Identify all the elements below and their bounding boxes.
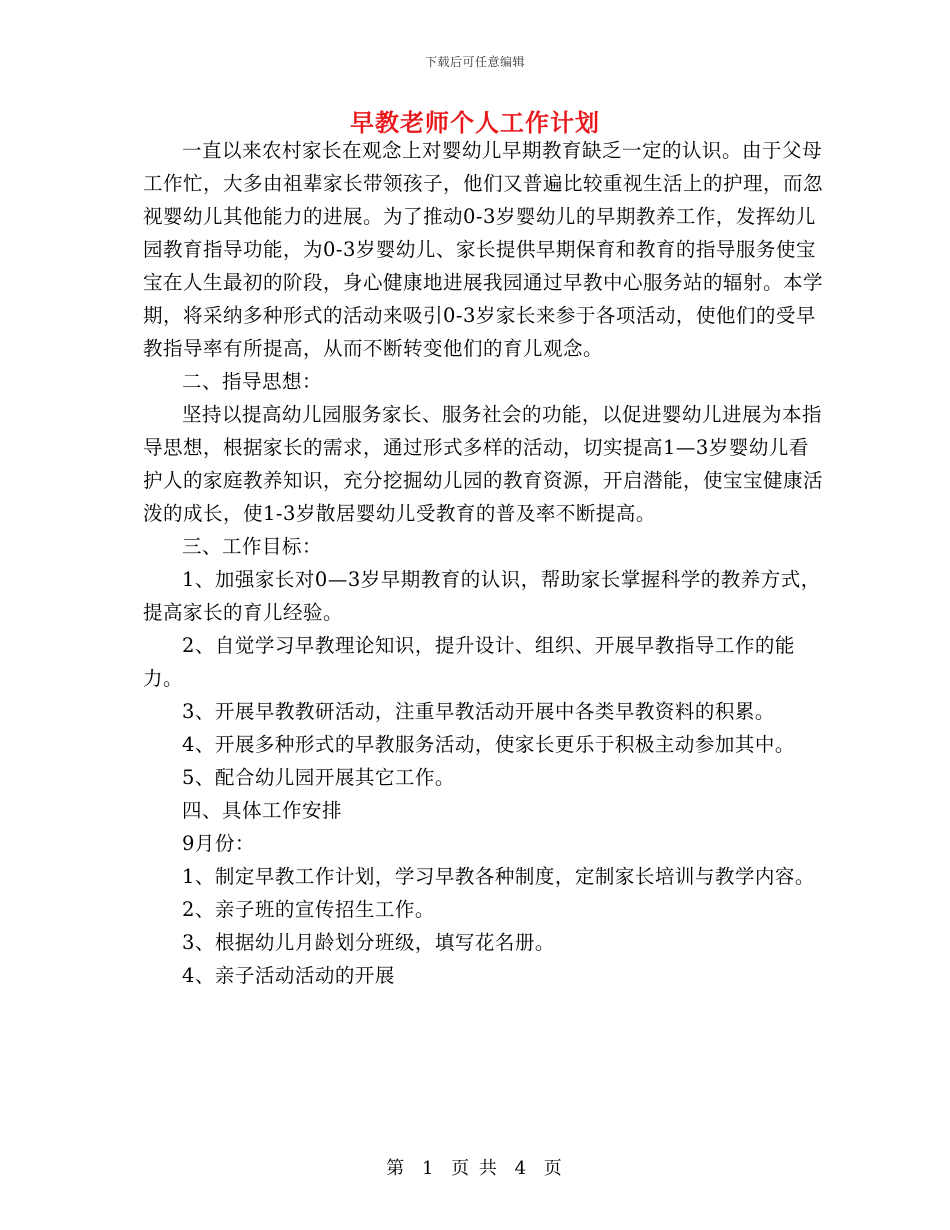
schedule-item-1: 1、制定早教工作计划，学习早教各种制度，定制家长培训与教学内容。 — [182, 865, 815, 888]
paragraph-intro: 一直以来农村家长在观念上对婴幼儿早期教育缺乏一定的认识。由于父母工作忙，大多由祖辈家长带领孩子，他们又普遍比较重视生活上的护理，而忽视婴幼儿其他能力的进展。为了推动0-3岁婴幼儿的早期教养工作，发挥幼儿园教育指导功能，为0-3岁婴幼儿、家长提供早期保育和教育的指导服务使宝宝在人生最初的阶段，身心健康地进展我园通过早教中心服务站的辐射。本学期，将采纳多种形式的活动来吸引0-3岁家长来参于各项活动，使他们的受早教指导率有所提高，从而不断转变他们的育儿观念。 — [143, 139, 824, 360]
section-heading-schedule: 四、具体工作安排 — [182, 799, 343, 822]
schedule-item-3: 3、根据幼儿月龄划分班级，填写花名册。 — [182, 931, 555, 954]
goal-item-1: 1、加强家长对0—3岁早期教育的认识，帮助家长掌握科学的教养方式，提高家长的育儿经验。 — [143, 568, 821, 624]
header-note: 下载后可任意编辑 — [424, 55, 525, 69]
paragraph-guiding-thought: 坚持以提高幼儿园服务家长、服务社会的功能，以促进婴幼儿进展为本指导思想，根据家长的需求，通过形式多样的活动，切实提高1—3岁婴幼儿看护人的家庭教养知识，充分挖掘幼儿园的教育资源，开启潜能，使宝宝健康活泼的成长，使1-3岁散居婴幼儿受教育的普及率不断提高。 — [143, 403, 824, 525]
footer-page-number: 1 — [421, 1158, 436, 1179]
footer-total-pages: 4 — [514, 1158, 529, 1179]
schedule-month-september: 9月份： — [182, 832, 255, 855]
goal-item-3: 3、开展早教教研活动，注重早教活动开展中各类早教资料的积累。 — [182, 700, 775, 723]
goal-item-2: 2、自觉学习早教理论知识，提升设计、组织、开展早教指导工作的能力。 — [143, 634, 795, 690]
document-body — [143, 134, 823, 992]
section-heading-guiding-thought: 二、指导思想： — [182, 370, 323, 393]
footer-suffix: 页 — [543, 1158, 564, 1179]
page-footer — [0, 1154, 950, 1180]
document-title: 早教老师个人工作计划 — [350, 108, 600, 137]
schedule-item-2: 2、亲子班的宣传招生工作。 — [182, 898, 435, 921]
goal-item-5: 5、配合幼儿园开展其它工作。 — [182, 766, 455, 789]
footer-prefix: 第 — [386, 1158, 407, 1179]
goal-item-4: 4、开展多种形式的早教服务活动，使家长更乐于积极主动参加其中。 — [182, 733, 795, 756]
footer-mid: 页 共 — [451, 1158, 499, 1179]
section-heading-goals: 三、工作目标： — [182, 535, 323, 558]
schedule-item-4: 4、亲子活动活动的开展 — [182, 964, 395, 987]
